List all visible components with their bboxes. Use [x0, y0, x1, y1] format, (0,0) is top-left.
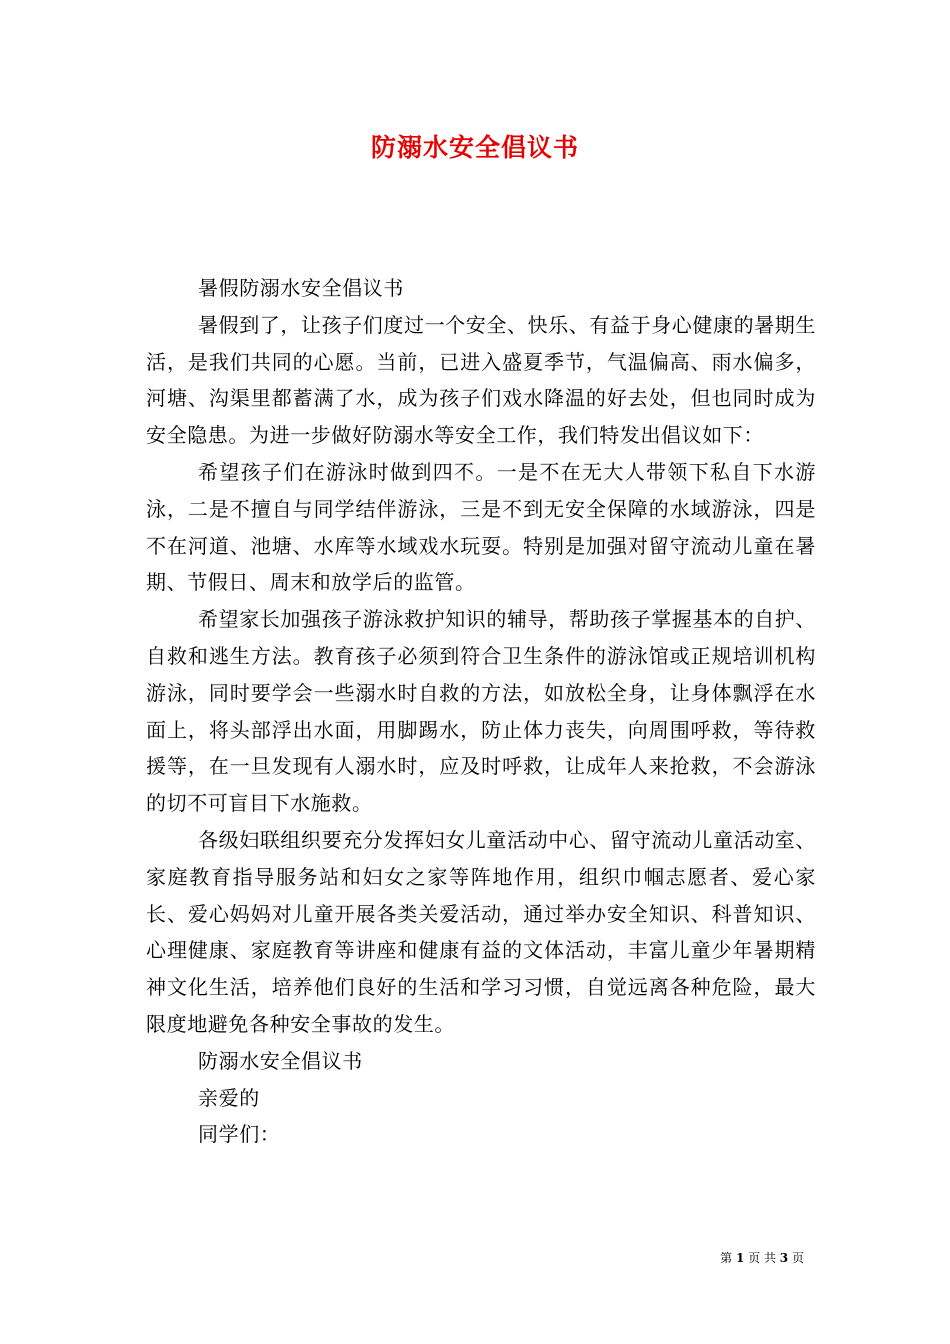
current-page-number: 1: [735, 1251, 745, 1265]
intro-paragraph: 暑假到了，让孩子们度过一个安全、快乐、有益于身心健康的暑期生活，是我们共同的心愿。当前，已进入盛夏季节，气温偏高、雨水偏多，河塘、沟渠里都蓄满了水，成为孩子们戏水降温的好去处，但也同时成为安全隐患。为进一步做好防溺水等安全工作，我们特发出倡议如下：: [146, 312, 816, 448]
subtitle-paragraph: 暑假防溺水安全倡议书: [198, 276, 404, 300]
federation-paragraph: 各级妇联组织要充分发挥妇女儿童活动中心、留守流动儿童活动室、家庭教育指导服务站和妇女之家等阵地作用，组织巾帼志愿者、爱心家长、爱心妈妈对儿童开展各类关爱活动，通过举办安全知识、科普知识、心理健康、家庭教育等讲座和健康有益的文体活动，丰富儿童少年暑期精神文化生活，培养他们良好的生活和学习习惯，自觉远离各种危险，最大限度地避免各种安全事故的发生。: [146, 827, 816, 1036]
footer-suffix: 页: [791, 1251, 804, 1265]
page-footer: [0, 1249, 950, 1266]
footer-prefix: 第: [720, 1251, 733, 1265]
footer-middle: 页 共: [748, 1251, 776, 1265]
children-paragraph: 希望孩子们在游泳时做到四不。一是不在无大人带领下私自下水游泳，二是不擅自与同学结伴游泳，三是不到无安全保障的水域游泳，四是不在河道、池塘、水库等水域戏水玩耍。特别是加强对留守流动儿童在暑期、节假日、周末和放学后的监管。: [146, 459, 816, 595]
document-title: 防溺水安全倡议书: [370, 133, 579, 162]
document-body: [146, 270, 816, 1153]
total-pages-number: 3: [779, 1251, 789, 1265]
parents-paragraph: 希望家长加强孩子游泳救护知识的辅导，帮助孩子掌握基本的自护、自救和逃生方法。教育孩子必须到符合卫生条件的游泳馆或正规培训机构游泳，同时要学会一些溺水时自救的方法，如放松全身，让身体飘浮在水面上，将头部浮出水面，用脚踢水，防止体力丧失，向周围呼救，等待救援等，在一旦发现有人溺水时，应及时呼救，让成年人来抢救，不会游泳的切不可盲目下水施救。: [146, 607, 816, 816]
second-title-paragraph: 防溺水安全倡议书: [198, 1048, 363, 1073]
greeting-paragraph: 亲爱的: [198, 1085, 260, 1110]
salutation-paragraph: 同学们：: [198, 1122, 281, 1147]
